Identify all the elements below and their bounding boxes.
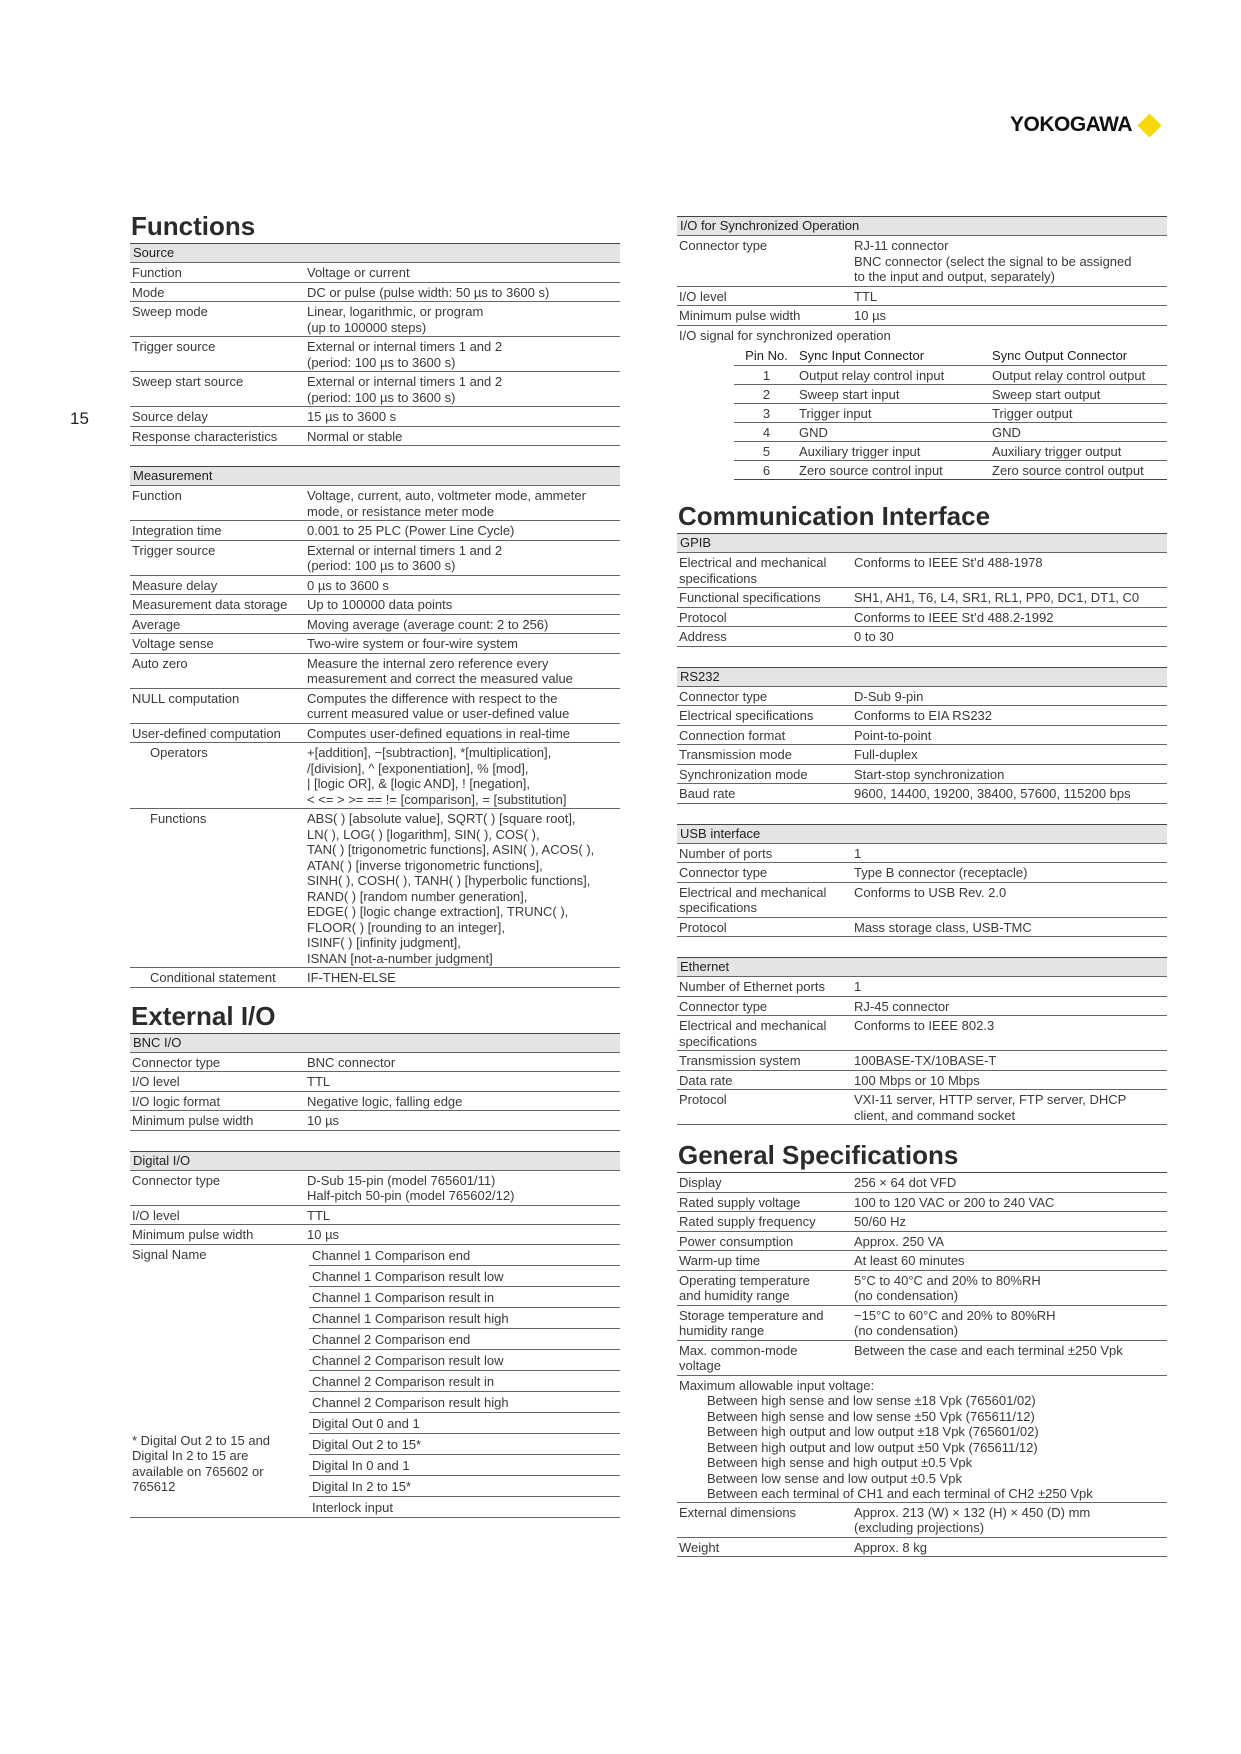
spec-row [130, 407, 620, 427]
spec-row [677, 627, 1167, 647]
spec-value: Computes user-defined equations in real-time [307, 725, 571, 741]
spec-key: Number of ports [679, 845, 773, 861]
spec-key: Connector type [679, 865, 768, 880]
spec-key: Electrical and mechanical specifications [679, 1018, 827, 1049]
spec-value: Conforms to IEEE St’d 488-1978 [854, 555, 1043, 570]
spec-key: Transmission mode [679, 747, 792, 762]
spec-value: Approx. 250 VA [854, 1233, 945, 1249]
spec-key: External dimensions [679, 1504, 797, 1520]
spec-value: Negative logic, falling edge [307, 1093, 463, 1109]
spec-row [677, 1016, 1167, 1051]
ethernet-block [677, 957, 1167, 1125]
spec-key: I/O level [132, 1207, 180, 1223]
spec-key: Transmission system [679, 1053, 801, 1068]
spec-key: Connector type [679, 688, 768, 704]
spec-key: Measure delay [132, 577, 218, 593]
spec-row [677, 1051, 1167, 1071]
spec-value: Mass storage class, USB-TMC [854, 919, 1032, 935]
sync-io-rows [677, 236, 1167, 326]
spec-row [677, 306, 1167, 326]
spec-key: Sweep start source [132, 374, 244, 389]
spec-key: Minimum pulse width [132, 1227, 254, 1242]
spec-row [677, 844, 1167, 864]
max-input-item: Between high output and low output ±18 Vpk (765601/02) [707, 1424, 1039, 1439]
sync-io-header: I/O for Synchronized Operation [677, 217, 1167, 236]
pin-table-cell: Trigger output [992, 406, 1073, 421]
spec-row [130, 615, 620, 635]
spec-row [677, 1251, 1167, 1271]
spec-row [677, 1232, 1167, 1252]
gpib-header: GPIB [677, 534, 1167, 553]
spec-row [130, 595, 620, 615]
signal-name-label: Signal Name [132, 1246, 207, 1262]
general-rows [677, 1173, 1167, 1376]
signal-item: Interlock input [312, 1499, 393, 1515]
signal-item: Digital In 2 to 15* [309, 1476, 620, 1497]
spec-row [130, 337, 620, 372]
pin-table-row [734, 385, 1167, 404]
ethernet-rows [677, 977, 1167, 1125]
spec-row [677, 287, 1167, 307]
spec-key: Voltage sense [132, 636, 214, 651]
pin-table-header-cell: Sync Input Connector [799, 348, 925, 363]
spec-key: Protocol [679, 1092, 727, 1107]
pin-table-row [734, 404, 1167, 423]
spec-row [677, 883, 1167, 918]
spec-row [677, 706, 1167, 726]
spec-key: Connector type [679, 238, 768, 253]
spec-value: 1 [854, 845, 862, 861]
spec-key: Functions [150, 811, 207, 826]
spec-key: Minimum pulse width [132, 1113, 254, 1128]
spec-key: Electrical specifications [679, 708, 814, 723]
spec-value: Normal or stable [307, 428, 403, 444]
spec-value: Approx. 8 kg [854, 1539, 927, 1555]
ethernet-header: Ethernet [677, 958, 1167, 977]
rs232-block [677, 667, 1167, 804]
spec-value: 100BASE-TX/10BASE-T [854, 1053, 997, 1068]
pin-table-cell: 4 [762, 425, 771, 440]
spec-value: 5°C to 40°C and 20% to 80%RH (no condensation) [854, 1272, 1041, 1303]
general-title: General Specifications [678, 1140, 959, 1170]
max-input-item: Between high sense and high output ±0.5 Vpk [707, 1455, 973, 1470]
spec-value: Start-stop synchronization [854, 766, 1005, 782]
spec-row [130, 486, 620, 521]
spec-value: At least 60 minutes [854, 1253, 965, 1268]
spec-value: Approx. 213 (W) × 132 (H) × 450 (D) mm (excluding projections) [854, 1504, 1091, 1535]
spec-key: Number of Ethernet ports [679, 979, 825, 994]
spec-key: Operating temperature and humidity range [679, 1272, 810, 1303]
pin-table-cell: 1 [762, 368, 771, 383]
pin-table-header [734, 344, 1167, 366]
spec-value: 9600, 14400, 19200, 38400, 57600, 115200 bps [854, 786, 1131, 801]
page-number: 15 [70, 409, 89, 428]
spec-row [677, 1071, 1167, 1091]
spec-key: Warm-up time [679, 1253, 761, 1268]
spec-row [130, 263, 620, 283]
signal-item: Channel 2 Comparison result low [309, 1350, 620, 1371]
gpib-block [677, 533, 1167, 647]
spec-value: −15°C to 60°C and 20% to 80%RH (no condensation) [854, 1307, 1056, 1338]
signal-name-row [130, 1245, 620, 1518]
spec-row [130, 654, 620, 689]
general-rows-after [677, 1503, 1167, 1558]
max-input-item: Between low sense and low output ±0.5 Vpk [707, 1470, 963, 1486]
spec-value: 100 to 120 VAC or 200 to 240 VAC [854, 1194, 1055, 1210]
pin-table-row [734, 423, 1167, 442]
spec-row [130, 541, 620, 576]
spec-value: 15 µs to 3600 s [307, 409, 397, 424]
spec-row [130, 1072, 620, 1092]
functions-title: Functions [131, 211, 256, 241]
max-input-item: Between each terminal of CH1 and each terminal of CH2 ±250 Vpk [707, 1486, 1093, 1501]
spec-value: IF-THEN-ELSE [307, 970, 396, 985]
signal-item: Digital In 0 and 1 [309, 1455, 620, 1476]
spec-value: External or internal timers 1 and 2 (period: 100 µs to 3600 s) [307, 542, 503, 573]
spec-value: SH1, AH1, T6, L4, SR1, RL1, PP0, DC1, DT1, C0 [854, 590, 1140, 605]
spec-value: Conforms to USB Rev. 2.0 [854, 884, 1007, 900]
spec-row [130, 634, 620, 654]
spec-row [130, 372, 620, 407]
spec-value: Conforms to IEEE St’d 488.2-1992 [854, 609, 1054, 625]
measurement-rows [130, 486, 620, 743]
source-rows [130, 263, 620, 446]
spec-value: Conforms to IEEE 802.3 [854, 1018, 995, 1033]
pin-table-cell: Sweep start output [992, 387, 1101, 402]
spec-key: Baud rate [679, 786, 736, 801]
spec-key: Protocol [679, 919, 727, 935]
spec-key: Trigger source [132, 339, 216, 354]
spec-key: Minimum pulse width [679, 308, 801, 323]
max-input-item: Between high output and low output ±50 Vpk (765611/12) [707, 1439, 1038, 1455]
spec-value: Full-duplex [854, 747, 918, 762]
spec-value: D-Sub 15-pin (model 765601/11) Half-pitch 50-pin (model 765602/12) [307, 1172, 515, 1203]
spec-row [130, 302, 620, 337]
spec-key: Connector type [132, 1054, 221, 1070]
digital-io-rows [130, 1171, 620, 1245]
spec-value: Two-wire system or four-wire system [307, 636, 518, 651]
spec-value: Voltage, current, auto, voltmeter mode, ammeter mode, or resistance meter mode [307, 488, 586, 519]
spec-row [677, 745, 1167, 765]
spec-row [677, 1090, 1167, 1125]
measurement-header: Measurement [130, 467, 620, 486]
spec-row [677, 1173, 1167, 1193]
bnc-io-block [130, 1033, 620, 1131]
spec-key: Conditional statement [150, 970, 276, 985]
spec-row [130, 1092, 620, 1112]
pin-table-header-cell: Pin No. [745, 348, 788, 363]
spec-value: Moving average (average count: 2 to 256) [307, 616, 549, 632]
spec-value: RJ-45 connector [854, 998, 950, 1014]
spec-value: TTL [307, 1207, 331, 1223]
pin-table-header-cell: Sync Output Connector [992, 348, 1128, 363]
spec-row [677, 1503, 1167, 1538]
spec-row [130, 968, 620, 988]
spec-key: Storage temperature and humidity range [679, 1307, 824, 1338]
spec-row [130, 1206, 620, 1226]
spec-key: Source delay [132, 409, 208, 424]
spec-key: I/O logic format [132, 1093, 221, 1109]
spec-row [130, 283, 620, 303]
signal-item: Channel 2 Comparison result in [309, 1371, 620, 1392]
spec-key: Rated supply frequency [679, 1214, 816, 1229]
spec-key: Data rate [679, 1072, 733, 1088]
general-block [677, 1172, 1167, 1557]
spec-key: Connector type [679, 998, 768, 1014]
spec-row [677, 997, 1167, 1017]
spec-row [677, 1193, 1167, 1213]
bnc-io-header: BNC I/O [130, 1034, 620, 1053]
pin-table-cell: 6 [762, 463, 771, 478]
pin-table-cell: GND [799, 425, 828, 440]
spec-key: Connector type [132, 1172, 221, 1188]
spec-value: BNC connector [307, 1054, 396, 1070]
pin-table-row [734, 442, 1167, 461]
pin-table-cell: Auxiliary trigger output [992, 444, 1122, 459]
spec-value: 0 to 30 [854, 629, 894, 644]
signal-item: Channel 1 Comparison result in [309, 1287, 620, 1308]
spec-key: I/O level [132, 1074, 180, 1089]
brand-logo [1010, 110, 1158, 140]
spec-row [677, 784, 1167, 804]
max-input-list [677, 1393, 1167, 1502]
spec-value: Up to 100000 data points [307, 597, 453, 612]
spec-row [677, 236, 1167, 287]
bnc-io-rows [130, 1053, 620, 1131]
spec-key: Electrical and mechanical specifications [679, 884, 827, 915]
spec-key: Power consumption [679, 1233, 794, 1249]
spec-key: Function [132, 265, 182, 280]
spec-value: TTL [307, 1074, 331, 1089]
spec-key: Integration time [132, 523, 222, 538]
spec-value: Measure the internal zero reference every measurement and correct the measured value [307, 655, 573, 686]
left-column [130, 210, 620, 1518]
digital-io-footnote: * Digital Out 2 to 15 and Digital In 2 to 15 are available on 765602 or 765612 [132, 1432, 271, 1494]
pin-table-cell: Trigger input [799, 406, 872, 421]
spec-value: 10 µs [307, 1113, 340, 1128]
pin-table-cell: Zero source control input [799, 463, 943, 478]
external-io-title: External I/O [131, 1000, 276, 1031]
spec-row [130, 1225, 620, 1245]
spec-value: External or internal timers 1 and 2 (period: 100 µs to 3600 s) [307, 374, 503, 405]
max-input-item: Between high sense and low sense ±18 Vpk (765601/02) [707, 1393, 1036, 1408]
spec-row [130, 576, 620, 596]
measurement-block [130, 466, 620, 988]
spec-value: +[addition], −[subtraction], *[multiplication], /[division], ^ [exponentiation], % [mod], | [logic OR], & [logic AND], ! [negation], < <= > >= == != [comparison], = [substitution] [307, 745, 567, 807]
spec-row [130, 689, 620, 724]
spec-row [677, 608, 1167, 628]
spec-row [130, 521, 620, 541]
brand-diamond-icon [1137, 113, 1161, 137]
pin-table-cell: 5 [762, 444, 771, 459]
spec-row [677, 1271, 1167, 1306]
spec-row [130, 809, 620, 968]
spec-row [677, 1212, 1167, 1232]
spec-row [677, 1341, 1167, 1376]
brand-name: YOKOGAWA [1010, 113, 1133, 136]
pin-table-cell: Output relay control input [799, 368, 945, 383]
spec-key: Max. common-mode voltage [679, 1342, 798, 1373]
pin-table-row [734, 461, 1167, 480]
spec-key: Weight [679, 1539, 720, 1555]
spec-row [130, 743, 620, 809]
pin-table-row [734, 366, 1167, 385]
usb-header: USB interface [677, 825, 1167, 844]
spec-key: Average [132, 616, 181, 632]
pin-table-cell: Output relay control output [992, 368, 1146, 383]
spec-row [677, 726, 1167, 746]
signal-item: Channel 1 Comparison result high [309, 1308, 620, 1329]
spec-key: Display [679, 1175, 722, 1190]
spec-value: 100 Mbps or 10 Mbps [854, 1072, 980, 1088]
spec-value: RJ-11 connector BNC connector (select the signal to be assigned to the input and output, separately) [854, 238, 1132, 284]
digital-io-header: Digital I/O [130, 1152, 620, 1171]
max-input-voltage [677, 1376, 1167, 1503]
spec-row [130, 1111, 620, 1131]
spec-key: NULL computation [132, 690, 240, 706]
pin-table-cell: 2 [762, 387, 771, 402]
spec-value: Type B connector (receptacle) [854, 865, 1028, 880]
spec-value: DC or pulse (pulse width: 50 µs to 3600 s) [307, 284, 550, 300]
spec-key: Functional specifications [679, 590, 821, 605]
gpib-rows [677, 553, 1167, 647]
spec-value: External or internal timers 1 and 2 (period: 100 µs to 3600 s) [307, 339, 503, 370]
spec-value: Point-to-point [854, 727, 932, 743]
spec-value: Computes the difference with respect to the current measured value or user-defined value [307, 690, 570, 721]
signal-item: Channel 1 Comparison end [309, 1245, 620, 1266]
right-column [677, 216, 1167, 1557]
spec-row [677, 977, 1167, 997]
signal-item: Digital Out 0 and 1 [309, 1413, 620, 1434]
signal-item: Channel 1 Comparison result low [309, 1266, 620, 1287]
spec-row [130, 427, 620, 447]
spec-key: Trigger source [132, 542, 216, 558]
spec-key: Operators [150, 745, 208, 760]
spec-value: ABS( ) [absolute value], SQRT( ) [square root], LN( ), LOG( ) [logarithm], SIN( ), COS( ), TAN( ) [trigonometric functions], ASIN( ), ACOS( ), ATAN( ) [inverse trigonometric functions], SINH( ), COSH( ), TANH( ) [hyperbolic functions], RAND( ) [random number generation], EDGE( ) [logic change extraction], TRUNC( ), FLOOR( ) [rounding to an integer], ISINF( ) [infinity judgment], ISNAN [not-a-number judgment] [307, 811, 595, 966]
measurement-sub-rows [130, 743, 620, 988]
pin-table-cell: Zero source control output [992, 463, 1144, 478]
spec-row [677, 588, 1167, 608]
spec-value: 10 µs [307, 1227, 340, 1242]
max-input-item: Between high sense and low sense ±50 Vpk (765611/12) [707, 1408, 1035, 1424]
spec-value: Between the case and each terminal ±250 Vpk [854, 1342, 1123, 1358]
spec-value: VXI-11 server, HTTP server, FTP server, DHCP client, and command socket [854, 1092, 1127, 1123]
spec-row [677, 553, 1167, 588]
spec-value: 0.001 to 25 PLC (Power Line Cycle) [307, 523, 515, 538]
spec-key: Response characteristics [132, 428, 278, 444]
spec-key: Electrical and mechanical specifications [679, 555, 827, 586]
pin-table-cell: Auxiliary trigger input [799, 444, 921, 459]
spec-key: Auto zero [132, 655, 188, 671]
source-header: Source [130, 244, 620, 263]
sync-pin-table [677, 344, 1167, 480]
spec-value: Linear, logarithmic, or program (up to 100000 steps) [307, 304, 484, 335]
spec-key: User-defined computation [132, 725, 281, 741]
spec-value: 10 µs [854, 308, 887, 323]
signal-list [309, 1245, 620, 1517]
spec-key: Mode [132, 284, 165, 300]
usb-rows [677, 844, 1167, 938]
spec-row [677, 1538, 1167, 1558]
spec-row [677, 765, 1167, 785]
spec-value: 1 [854, 979, 862, 994]
spec-key: Protocol [679, 609, 727, 625]
spec-value: 256 × 64 dot VFD [854, 1175, 957, 1190]
spec-key: Connection format [679, 727, 786, 743]
spec-key: I/O level [679, 288, 727, 304]
spec-row [677, 1306, 1167, 1341]
spec-row [677, 863, 1167, 883]
pin-table-cell: Sweep start input [799, 387, 900, 402]
spec-key: Address [679, 629, 727, 644]
spec-key: Synchronization mode [679, 766, 808, 782]
spec-value: Voltage or current [307, 265, 410, 280]
source-block [130, 243, 620, 446]
spec-key: Measurement data storage [132, 597, 288, 612]
rs232-rows [677, 687, 1167, 804]
spec-value: D-Sub 9-pin [854, 688, 924, 704]
spec-value: TTL [854, 288, 878, 304]
usb-block [677, 824, 1167, 938]
sync-signal-caption: I/O signal for synchronized operation [679, 327, 891, 343]
spec-key: Function [132, 488, 182, 503]
spec-row [677, 918, 1167, 938]
spec-row [130, 1171, 620, 1206]
spec-row [130, 724, 620, 744]
spec-value: Conforms to EIA RS232 [854, 708, 993, 723]
spec-row [130, 1053, 620, 1073]
max-input-label: Maximum allowable input voltage: [679, 1377, 875, 1393]
pin-table-cell: 3 [762, 406, 771, 421]
spec-key: Sweep mode [132, 304, 208, 319]
signal-item: Channel 2 Comparison result high [309, 1392, 620, 1413]
spec-value: 50/60 Hz [854, 1214, 907, 1229]
communication-title: Communication Interface [678, 501, 991, 531]
signal-item: Digital Out 2 to 15* [309, 1434, 620, 1455]
spec-key: Rated supply voltage [679, 1194, 801, 1210]
digital-io-block [130, 1151, 620, 1518]
spec-value: 0 µs to 3600 s [307, 577, 389, 593]
rs232-header: RS232 [677, 668, 1167, 687]
pin-table-cell: GND [992, 425, 1021, 440]
sync-io-block [677, 216, 1167, 480]
signal-item: Channel 2 Comparison end [309, 1329, 620, 1350]
spec-row [677, 687, 1167, 707]
